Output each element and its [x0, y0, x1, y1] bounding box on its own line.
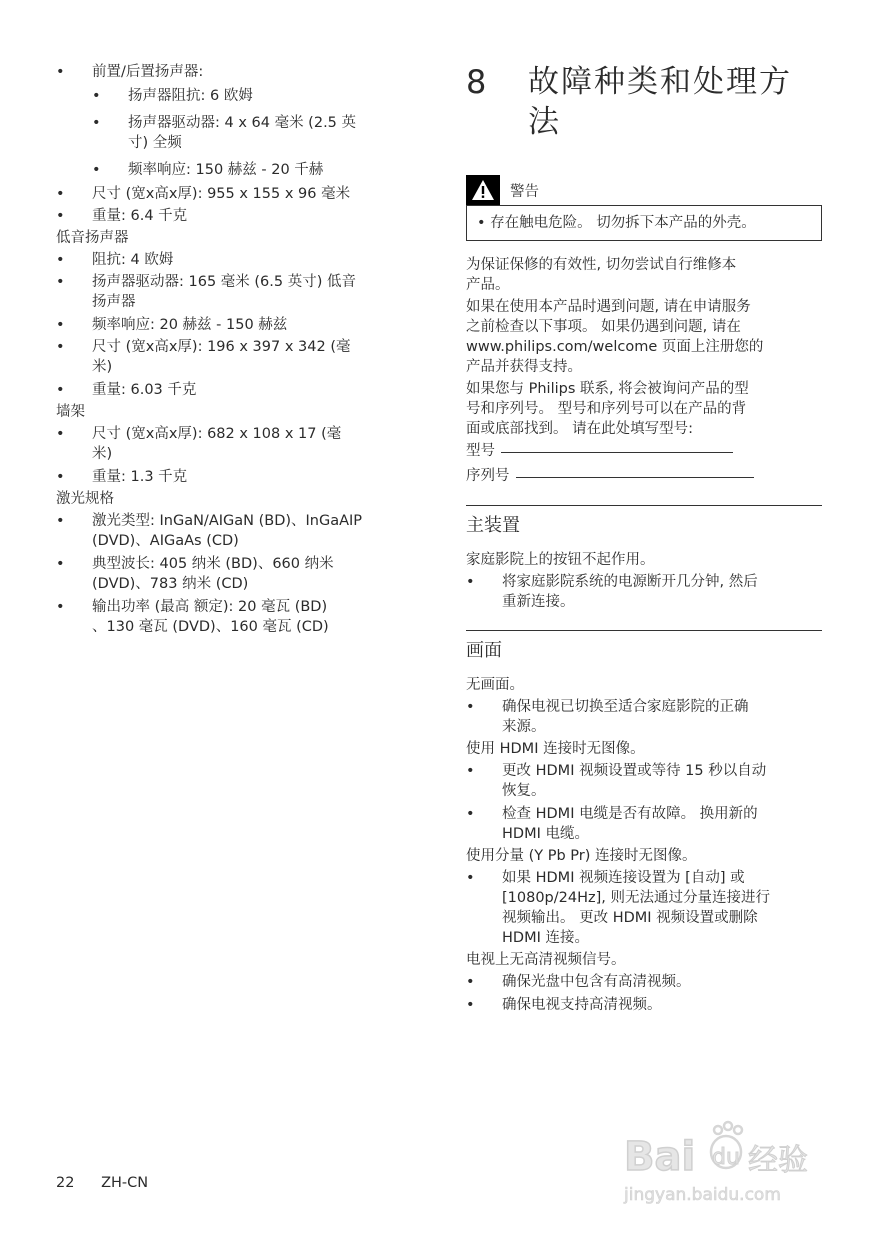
right-column [466, 62, 822, 1017]
warning-header [466, 175, 822, 206]
problem-heading: 使用分量 (Y Pb Pr) 连接时无图像。 [466, 848, 697, 864]
list-item: • 重量: 6.03 千克 [56, 382, 197, 398]
problem-heading: 电视上无高清视频信号。 [466, 952, 626, 968]
laser-list [56, 511, 408, 637]
wallmount-list [56, 424, 408, 487]
svg-text:du: du [712, 1145, 740, 1170]
intro [466, 255, 822, 486]
warning-icon [466, 175, 500, 205]
language-code: ZH-CN [101, 1175, 149, 1191]
list-item: • 尺寸 (宽x高x厚): 682 x 108 x 17 (毫 米) [56, 426, 342, 462]
section-heading-subwoofer: 低音扬声器 [56, 230, 129, 246]
paragraph: 如果在使用本产品时遇到问题, 请在申请服务 之前检查以下事项。 如果仍遇到问题, 请在 www.philips.com/welcome 页面上注册您的 产品并获得支持。 [466, 299, 764, 375]
list-item: • 确保电视支持高清视频。 [466, 997, 662, 1013]
list-item: • 尺寸 (宽x高x厚): 196 x 397 x 342 (毫 米) [56, 339, 351, 375]
chapter-heading [466, 62, 822, 142]
svg-text:Bai: Bai [624, 1134, 696, 1180]
svg-text:jingyan.baidu.com: jingyan.baidu.com [624, 1185, 781, 1205]
list-item: • 阻抗: 4 欧姆 [56, 252, 174, 268]
list-item: • 重量: 1.3 千克 [56, 469, 188, 485]
warning-label: 警告 [510, 183, 539, 200]
section-title: 主装置 [466, 515, 520, 536]
list-item: • 重量: 6.4 千克 [56, 208, 188, 224]
list-item: • 频率响应: 150 赫兹 - 20 千赫 [92, 162, 324, 178]
subwoofer-list [56, 250, 408, 400]
warning-text: • 存在触电危险。 切勿拆下本产品的外壳。 [477, 215, 756, 231]
list-item: • 前置/后置扬声器: [56, 64, 204, 80]
model-blank [501, 451, 733, 453]
list-item: • 尺寸 (宽x高x厚): 955 x 155 x 96 毫米 [56, 186, 351, 202]
page-footer [56, 1175, 148, 1191]
list-item: • 扬声器阻抗: 6 欧姆 [92, 88, 253, 104]
serial-blank [516, 476, 754, 478]
main-unit-section [466, 505, 822, 612]
svg-text:经验: 经验 [748, 1143, 808, 1178]
list-item: • 频率响应: 20 赫兹 - 150 赫兹 [56, 317, 288, 333]
picture-section [466, 630, 822, 1015]
left-column [56, 62, 408, 639]
section-heading-wallmount: 墙架 [56, 404, 85, 420]
list-item: • 确保电视已切换至适合家庭影院的正确 来源。 [466, 699, 749, 735]
list-item: • 激光类型: InGaN/AIGaN (BD)、InGaAIP (DVD)、AIGaAs (CD) [56, 513, 363, 549]
baidu-jingyan-watermark [622, 1108, 822, 1208]
list-item: • 将家庭影院系统的电源断开几分钟, 然后 重新连接。 [466, 574, 758, 610]
chapter-title: 故障种类和处理方 法 [528, 64, 792, 140]
serial-field: 序列号 [466, 466, 822, 486]
problem-heading: 家庭影院上的按钮不起作用。 [466, 552, 655, 568]
list-item: • 确保光盘中包含有高清视频。 [466, 974, 691, 990]
page-number: 22 [56, 1175, 75, 1191]
list-item: • 检查 HDMI 电缆是否有故障。 换用新的 HDMI 电缆。 [466, 806, 758, 842]
section-title: 画面 [466, 640, 502, 661]
section-heading-laser: 激光规格 [56, 491, 114, 507]
list-item: • 扬声器驱动器: 165 毫米 (6.5 英寸) 低音 扬声器 [56, 274, 356, 310]
paragraph: 如果您与 Philips 联系, 将会被询问产品的型 号和序列号。 型号和序列号可以在产品的背 面或底部找到。 请在此处填写型号: [466, 381, 749, 437]
list-item: • 扬声器驱动器: 4 x 64 毫米 (2.5 英 寸) 全频 [92, 115, 357, 151]
problem-heading: 无画面。 [466, 677, 524, 693]
list-item: • 典型波长: 405 纳米 (BD)、660 纳米 (DVD)、783 纳米 (CD) [56, 556, 334, 592]
warning-box [466, 175, 822, 241]
list-item: • 如果 HDMI 视频连接设置为 [自动] 或 [1080p/24Hz], 则无法通过分量连接进行 视频输出。 更改 HDMI 视频设置或删除 HDMI 连接。 [466, 870, 770, 946]
chapter-number: 8 [466, 63, 487, 101]
list-item: • 更改 HDMI 视频设置或等待 15 秒以自动 恢复。 [466, 763, 767, 799]
list-item: • 输出功率 (最高 额定): 20 毫瓦 (BD) 、130 毫瓦 (DVD)、160 毫瓦 (CD) [56, 599, 329, 635]
problem-heading: 使用 HDMI 连接时无图像。 [466, 741, 645, 757]
paragraph: 为保证保修的有效性, 切勿尝试自行维修本 产品。 [466, 257, 737, 293]
model-field: 型号 [466, 441, 822, 461]
